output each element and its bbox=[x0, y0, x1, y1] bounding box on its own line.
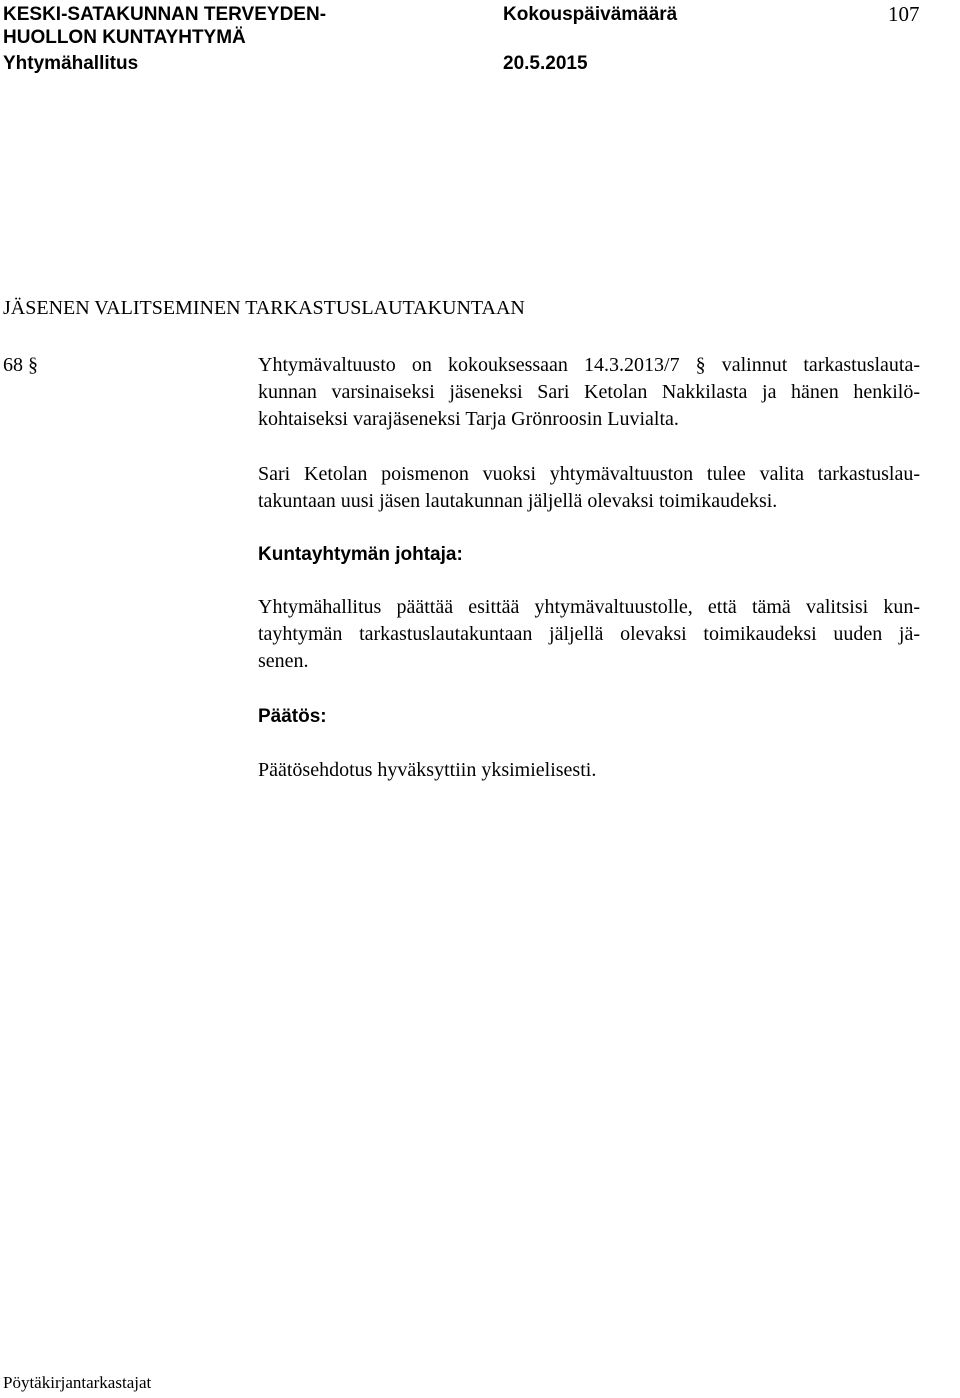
page-number: 107 bbox=[888, 2, 920, 26]
meeting-date-value: 20.5.2015 bbox=[503, 53, 588, 74]
paragraph-proposal bbox=[258, 594, 920, 675]
heading-director-proposal: Kuntayhtymän johtaja: bbox=[258, 544, 463, 565]
governing-body-name: Yhtymähallitus bbox=[3, 53, 139, 74]
paragraph-line: Sari Ketolan poismenon vuoksi yhtymävaltuuston tulee valita tarkastuslau- bbox=[258, 463, 920, 485]
organization-name-line1: KESKI-SATAKUNNAN TERVEYDEN- bbox=[3, 4, 327, 25]
paragraph-line: kunnan varsinaiseksi jäseneksi Sari Ketolan Nakkilasta ja hänen henkilö- bbox=[258, 381, 920, 403]
paragraph-reason bbox=[258, 461, 920, 515]
paragraph-line: Yhtymähallitus päättää esittää yhtymävaltuustolle, että tämä valitsisi kun- bbox=[258, 596, 920, 618]
paragraph-line: Yhtymävaltuusto on kokouksessaan 14.3.2013/7 § valinnut tarkastuslauta- bbox=[258, 354, 920, 376]
paragraph-background bbox=[258, 352, 920, 433]
organization-name-line2: HUOLLON KUNTAYHTYMÄ bbox=[3, 27, 246, 48]
section-title: JÄSENEN VALITSEMINEN TARKASTUSLAUTAKUNTAAN bbox=[3, 297, 525, 319]
paragraph-line: tayhtymän tarkastuslautakuntaan jäljellä olevaksi toimikaudeksi uuden jä- bbox=[258, 623, 920, 645]
paragraph-decision bbox=[258, 757, 920, 784]
paragraph-line: senen. bbox=[258, 650, 309, 672]
meeting-date-label: Kokouspäivämäärä bbox=[503, 4, 678, 25]
paragraph-line: kohtaiseksi varajäseneksi Tarja Grönroosin Luvialta. bbox=[258, 408, 679, 430]
section-number: 68 § bbox=[3, 354, 38, 376]
footer-minutes-checkers-label: Pöytäkirjantarkastajat bbox=[3, 1373, 152, 1392]
heading-decision: Päätös: bbox=[258, 706, 327, 727]
paragraph-line: takuntaan uusi jäsen lautakunnan jäljellä olevaksi toimikaudeksi. bbox=[258, 490, 778, 512]
paragraph-line: Päätösehdotus hyväksyttiin yksimielisesti. bbox=[258, 759, 597, 781]
